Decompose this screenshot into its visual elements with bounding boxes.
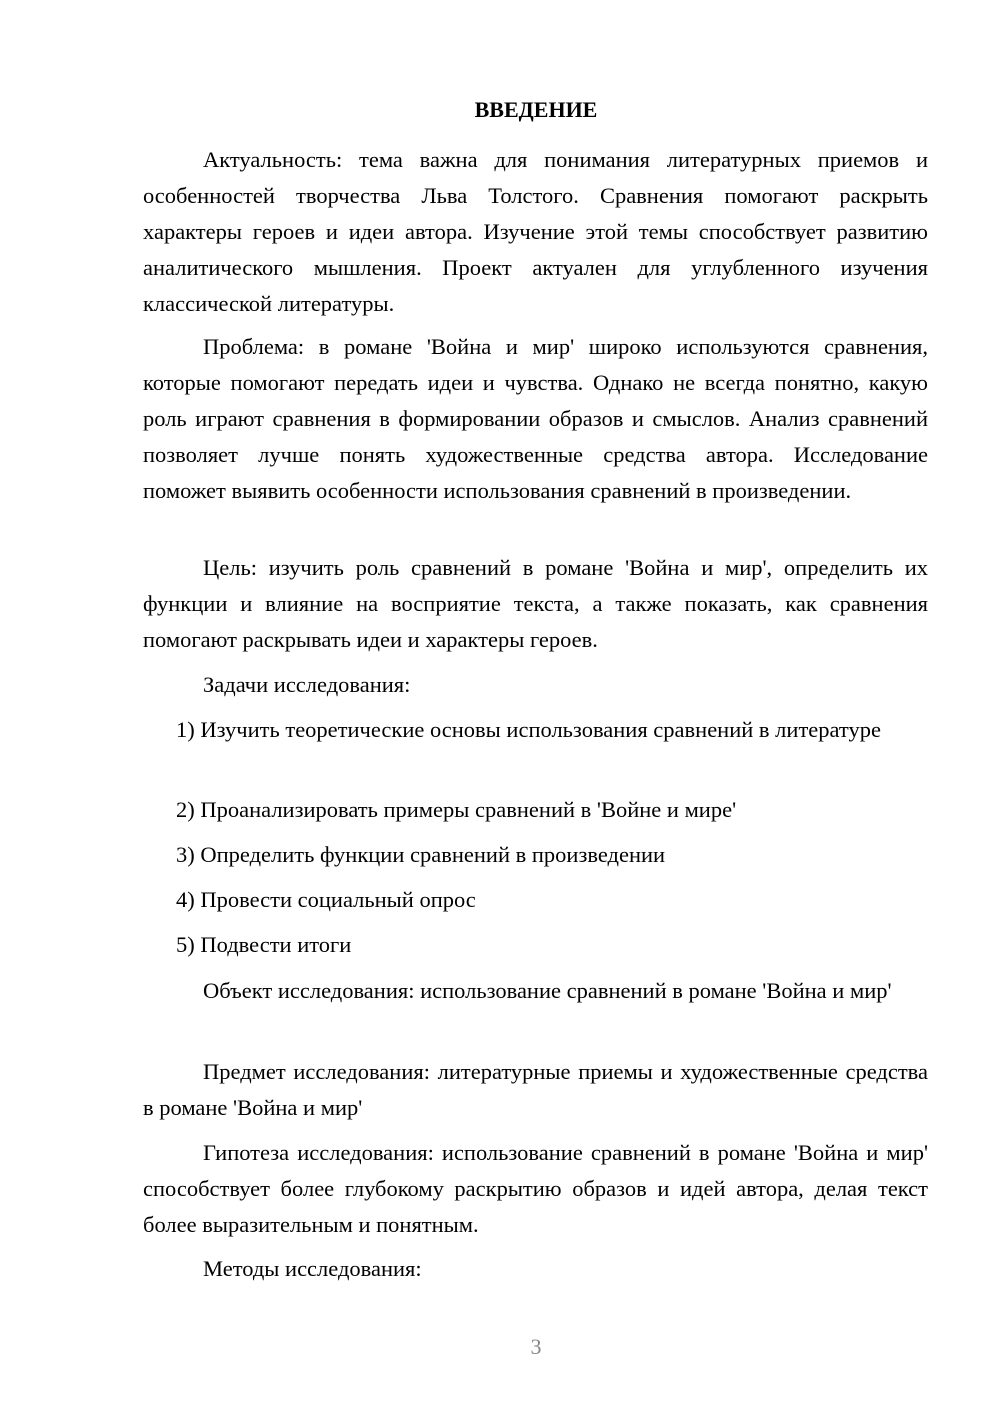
page-number: 3 (530, 1334, 542, 1359)
goal-paragraph: Цель: изучить роль сравнений в романе 'Война и мир', определить их функции и влияние на восприятие текста, а также показать, как сравнения помогают раскрывать идеи и характеры героев. (143, 555, 928, 652)
methods-heading: Методы исследования: (203, 1256, 422, 1281)
object-paragraph: Объект исследования: использование сравнений в романе 'Война и мир' (203, 978, 892, 1003)
task-item-3: 3) Определить функции сравнений в произведении (176, 842, 666, 867)
task-item-1: 1) Изучить теоретические основы использования сравнений в литературе (176, 717, 881, 742)
task-item-5: 5) Подвести итоги (176, 932, 352, 957)
hypothesis-paragraph: Гипотеза исследования: использование сравнений в романе 'Война и мир' способствует более глубокому раскрытию образов и идей автора, делая текст более выразительным и понятным. (143, 1140, 928, 1237)
tasks-heading: Задачи исследования: (203, 672, 411, 697)
task-item-2: 2) Проанализировать примеры сравнений в 'Войне и мире' (176, 797, 737, 822)
task-item-4: 4) Провести социальный опрос (176, 887, 476, 912)
problem-paragraph: Проблема: в романе 'Война и мир' широко используются сравнения, которые помогают передать идеи и чувства. Однако не всегда понятно, какую роль играют сравнения в формировании образов и смыслов. Анализ сравнений позволяет лучше понять художественные средства автора. Исследование поможет выявить особенности использования сравнений в произведении. (143, 334, 928, 503)
subject-paragraph: Предмет исследования: литературные приемы и художественные средства в романе 'Война и мир' (143, 1059, 928, 1120)
relevance-paragraph: Актуальность: тема важна для понимания литературных приемов и особенностей творчества Льва Толстого. Сравнения помогают раскрыть характеры героев и идеи автора. Изучение этой темы способствует развитию аналитического мышления. Проект актуален для углубленного изучения классической литературы. (143, 147, 928, 316)
section-heading: ВВЕДЕНИЕ (474, 97, 598, 122)
